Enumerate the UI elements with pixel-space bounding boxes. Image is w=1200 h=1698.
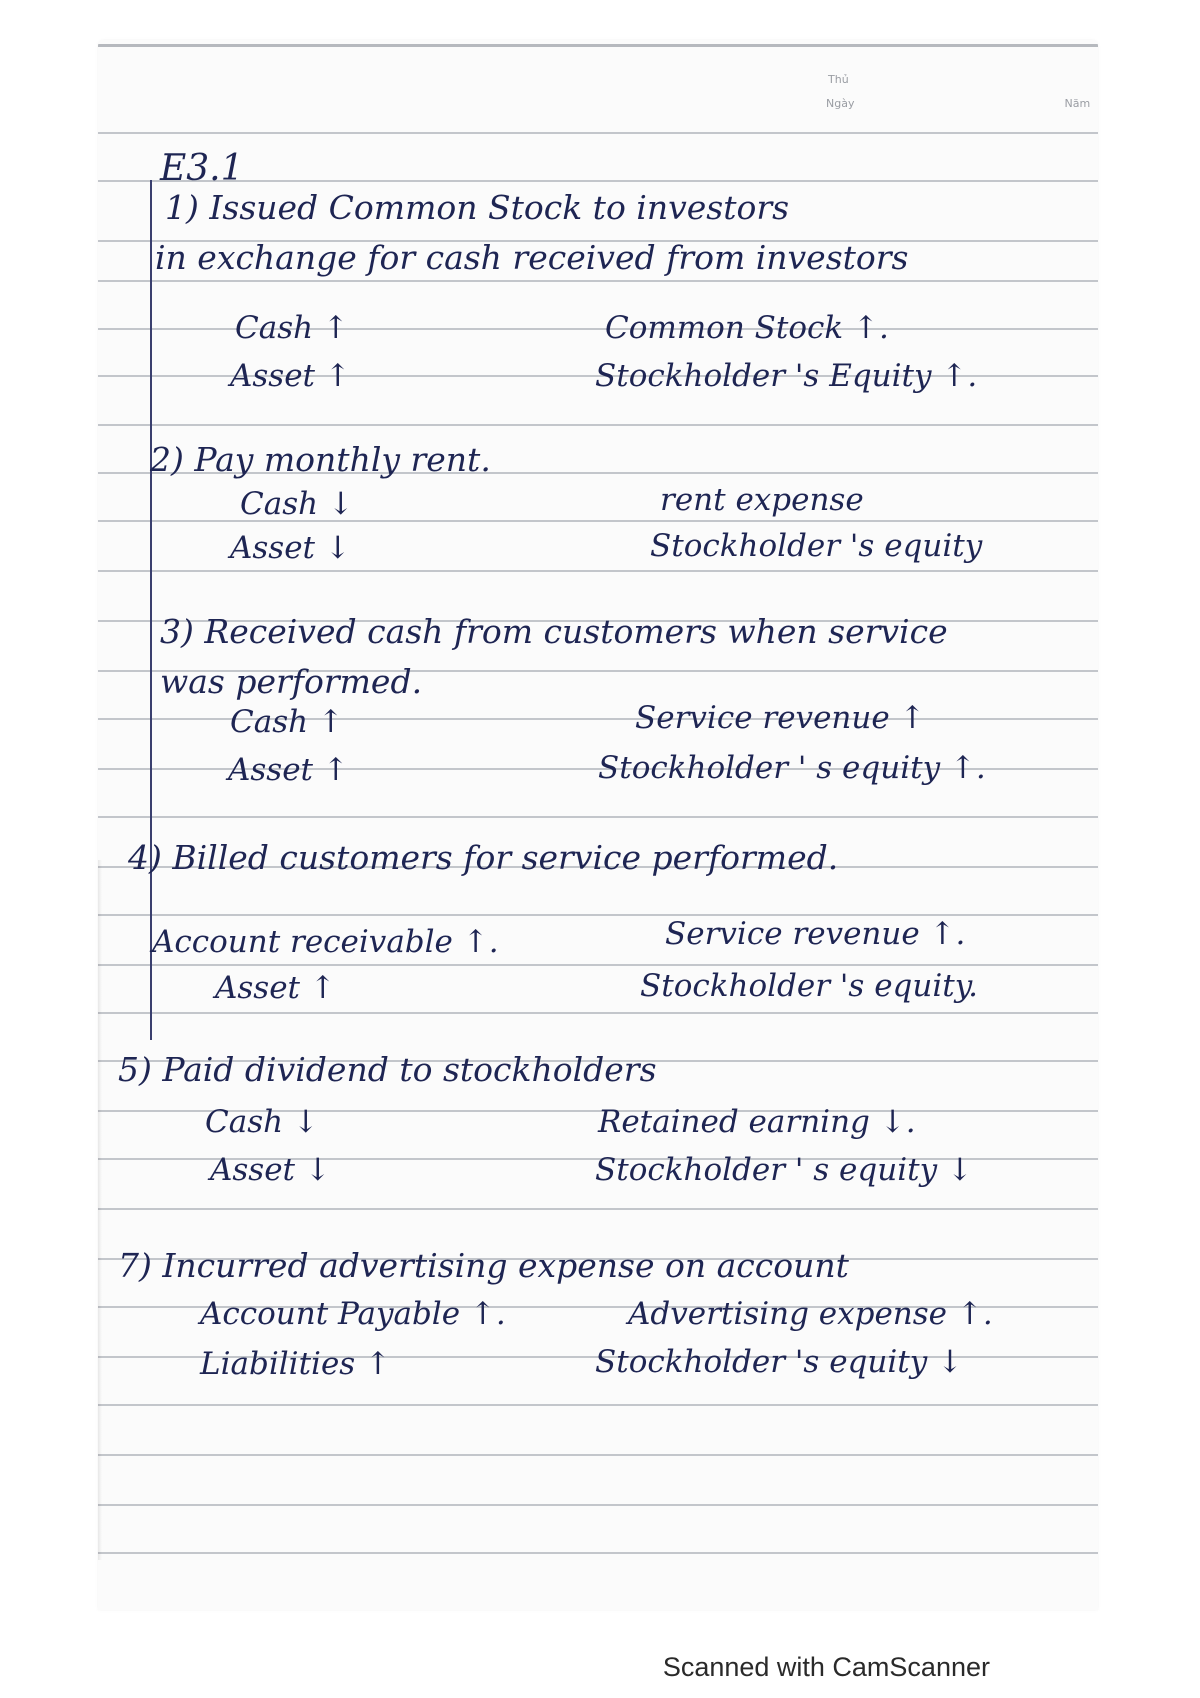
- camscanner-watermark: Scanned with CamScanner: [662, 1652, 990, 1682]
- ruled-line: [98, 1012, 1098, 1014]
- ruled-line: [98, 570, 1098, 572]
- item-1-left-line-1: Cash ↑: [235, 310, 349, 346]
- header-label-date: Ngày: [826, 97, 855, 110]
- ruled-line: [98, 1208, 1098, 1210]
- exercise-title: E3.1: [160, 148, 244, 189]
- item-5-right-line-1: Retained earning ↓.: [598, 1104, 916, 1140]
- item-4-left-line-2: Asset ↑: [215, 970, 336, 1006]
- header-label-top: Thủ: [828, 73, 849, 86]
- item-5-right-line-2: Stockholder ' s equity ↓: [595, 1152, 973, 1188]
- item-3-left-line-1: Cash ↑: [230, 704, 344, 740]
- ruled-line: [98, 964, 1098, 966]
- item-3-right-line-1: Service revenue ↑: [635, 700, 926, 736]
- sheet-header-fields: [788, 68, 1090, 116]
- item-3-statement-line-2: was performed.: [160, 662, 423, 701]
- item-7-right-line-1: Advertising expense ↑.: [628, 1296, 993, 1332]
- item-3-statement-line-1: 3) Received cash from customers when service: [160, 612, 948, 651]
- item-4-right-line-1: Service revenue ↑.: [665, 916, 966, 952]
- item-5-left-line-1: Cash ↓: [205, 1104, 319, 1140]
- item-5-statement: 5) Paid dividend to stockholders: [118, 1050, 657, 1089]
- item-4-right-line-2: Stockholder 's equity.: [640, 968, 978, 1004]
- sheet-top-edge: [98, 44, 1098, 47]
- item-3-left-line-2: Asset ↑: [228, 752, 349, 788]
- item-7-left-line-1: Account Payable ↑.: [200, 1296, 506, 1332]
- item-7-right-line-2: Stockholder 's equity ↓: [595, 1344, 964, 1380]
- header-label-year: Năm: [1064, 97, 1091, 110]
- item-7-statement: 7) Incurred advertising expense on account: [118, 1246, 849, 1285]
- item-2-left-line-1: Cash ↓: [240, 486, 354, 522]
- ruled-line: [98, 132, 1098, 134]
- margin-line: [150, 180, 152, 1040]
- ruled-line: [98, 1552, 1098, 1554]
- ruled-line: [98, 424, 1098, 426]
- item-2-right-line-1: rent expense: [660, 482, 864, 518]
- ruled-line: [98, 180, 1098, 182]
- ruled-line: [98, 1454, 1098, 1456]
- item-2-statement: 2) Pay monthly rent.: [150, 440, 491, 479]
- item-4-statement: 4) Billed customers for service performed.: [128, 838, 839, 877]
- item-7-left-line-2: Liabilities ↑: [200, 1346, 392, 1382]
- item-1-statement-line-1: 1) Issued Common Stock to investors: [165, 188, 790, 227]
- item-1-right-line-1: Common Stock ↑.: [605, 310, 889, 346]
- item-3-right-line-2: Stockholder ' s equity ↑.: [598, 750, 986, 786]
- item-2-right-line-2: Stockholder 's equity: [650, 528, 983, 564]
- item-2-left-line-2: Asset ↓: [230, 530, 351, 566]
- item-1-left-line-2: Asset ↑: [230, 358, 351, 394]
- ruled-line: [98, 280, 1098, 282]
- page-edge-shadow: [98, 860, 102, 1560]
- item-1-right-line-2: Stockholder 's Equity ↑.: [595, 358, 978, 394]
- ruled-line: [98, 1504, 1098, 1506]
- ruled-line: [98, 1404, 1098, 1406]
- ruled-line: [98, 816, 1098, 818]
- item-1-statement-line-2: in exchange for cash received from investors: [155, 238, 909, 277]
- item-5-left-line-2: Asset ↓: [210, 1152, 331, 1188]
- item-4-left-line-1: Account receivable ↑.: [152, 924, 499, 960]
